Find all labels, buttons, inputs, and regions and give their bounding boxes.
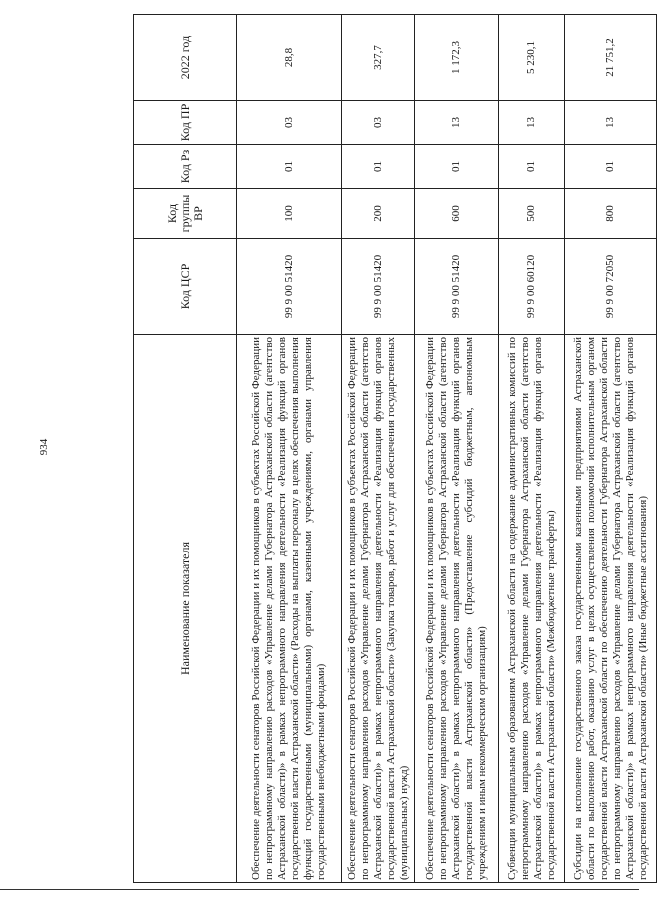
row-name: Обеспечение деятельности сенаторов Российской Федерации и их помощников в субъектах Российской Федерации по непрограммному направлению расходов «Управление делами Губернатора Астраханской области (агентство Астраханской области)» в рамках непрограммного направления деятельности «Реализация функций органов государственной власти Астраханской области» (Предоставление субсидий бюджетным, автономным учреждениям и иным некоммерческим организациям) (415, 335, 499, 883)
header-vr: Код группы ВР (134, 189, 237, 239)
row-csr: 99 9 00 60120 (499, 239, 565, 335)
row-csr: 99 9 00 72050 (565, 239, 657, 335)
row-value: 327,7 (342, 15, 415, 101)
row-value: 5 230,1 (499, 15, 565, 101)
row-pr: 03 (342, 101, 415, 145)
row-csr: 99 9 00 51420 (237, 239, 342, 335)
table-header-row (134, 15, 237, 883)
row-rz: 01 (565, 145, 657, 189)
row-pr: 13 (565, 101, 657, 145)
budget-table-container (133, 15, 649, 883)
row-name: Субсидии на исполнение государственного заказа государственными казенными предприятиями Астраханской области по выполнению работ, оказанию услуг в целях осуществления полномочий исполнительным органом государственной власти Астраханской области по обеспечению деятельности Губернатора Астраханской области по непрограммному направлению расходов «Управление делами Губернатора Астраханской области (агентство Астраханской области)» в рамках непрограммного направления деятельности «Реализация функций органов государственной власти Астраханской области» (Иные бюджетные ассигнования) (565, 335, 657, 883)
row-value: 21 751,2 (565, 15, 657, 101)
row-vr: 500 (499, 189, 565, 239)
row-rz: 01 (237, 145, 342, 189)
row-value: 1 172,3 (415, 15, 499, 101)
table-row (237, 15, 342, 883)
row-pr: 13 (499, 101, 565, 145)
row-csr: 99 9 00 51420 (342, 239, 415, 335)
rotated-table-frame (133, 15, 649, 883)
row-value: 28,8 (237, 15, 342, 101)
row-vr: 800 (565, 189, 657, 239)
table-row (415, 15, 499, 883)
row-rz: 01 (499, 145, 565, 189)
row-pr: 03 (237, 101, 342, 145)
table-row (499, 15, 565, 883)
table-row (342, 15, 415, 883)
header-rz: Код Рз (134, 145, 237, 189)
header-pr: Код ПР (134, 101, 237, 145)
row-pr: 13 (415, 101, 499, 145)
page-bottom-rule (0, 889, 639, 890)
row-name: Субвенции муниципальным образованиям Астраханской области на содержание административных комиссий по непрограммному направлению расходов «Управление делами Губернатора Астраханской области (агентство Астраханской области)» в рамках непрограммного направления деятельности «Реализация функций органов государственной власти Астраханской области» (Межбюджетные трансферты) (499, 335, 565, 883)
header-name: Наименование показателя (134, 335, 237, 883)
header-csr: Код ЦСР (134, 239, 237, 335)
budget-table (133, 14, 657, 883)
table-row (565, 15, 657, 883)
row-vr: 600 (415, 189, 499, 239)
row-name: Обеспечение деятельности сенаторов Российской Федерации и их помощников в субъектах Российской Федерации по непрограммному направлению расходов «Управление делами Губернатора Астраханской области (агентство Астраханской области)» в рамках непрограммного направления деятельности «Реализация функций органов государственной власти Астраханской области» (Закупка товаров, работ и услуг для обеспечения государственных (муниципальных) нужд) (342, 335, 415, 883)
row-csr: 99 9 00 51420 (415, 239, 499, 335)
row-name: Обеспечение деятельности сенаторов Российской Федерации и их помощников в субъектах Российской Федерации по непрограммному направлению расходов «Управление делами Губернатора Астраханской области (агентство Астраханской области)» в рамках непрограммного направления деятельности «Реализация функций органов государственной власти Астраханской области» (Расходы на выплаты персоналу в целях обеспечения выполнения функций государственными (муниципальными) органами, казенными учреждениями, органами управления государственными внебюджетными фондами) (237, 335, 342, 883)
row-vr: 200 (342, 189, 415, 239)
row-rz: 01 (342, 145, 415, 189)
page-number: 934 (38, 438, 50, 456)
row-rz: 01 (415, 145, 499, 189)
header-year: 2022 год (134, 15, 237, 101)
row-vr: 100 (237, 189, 342, 239)
